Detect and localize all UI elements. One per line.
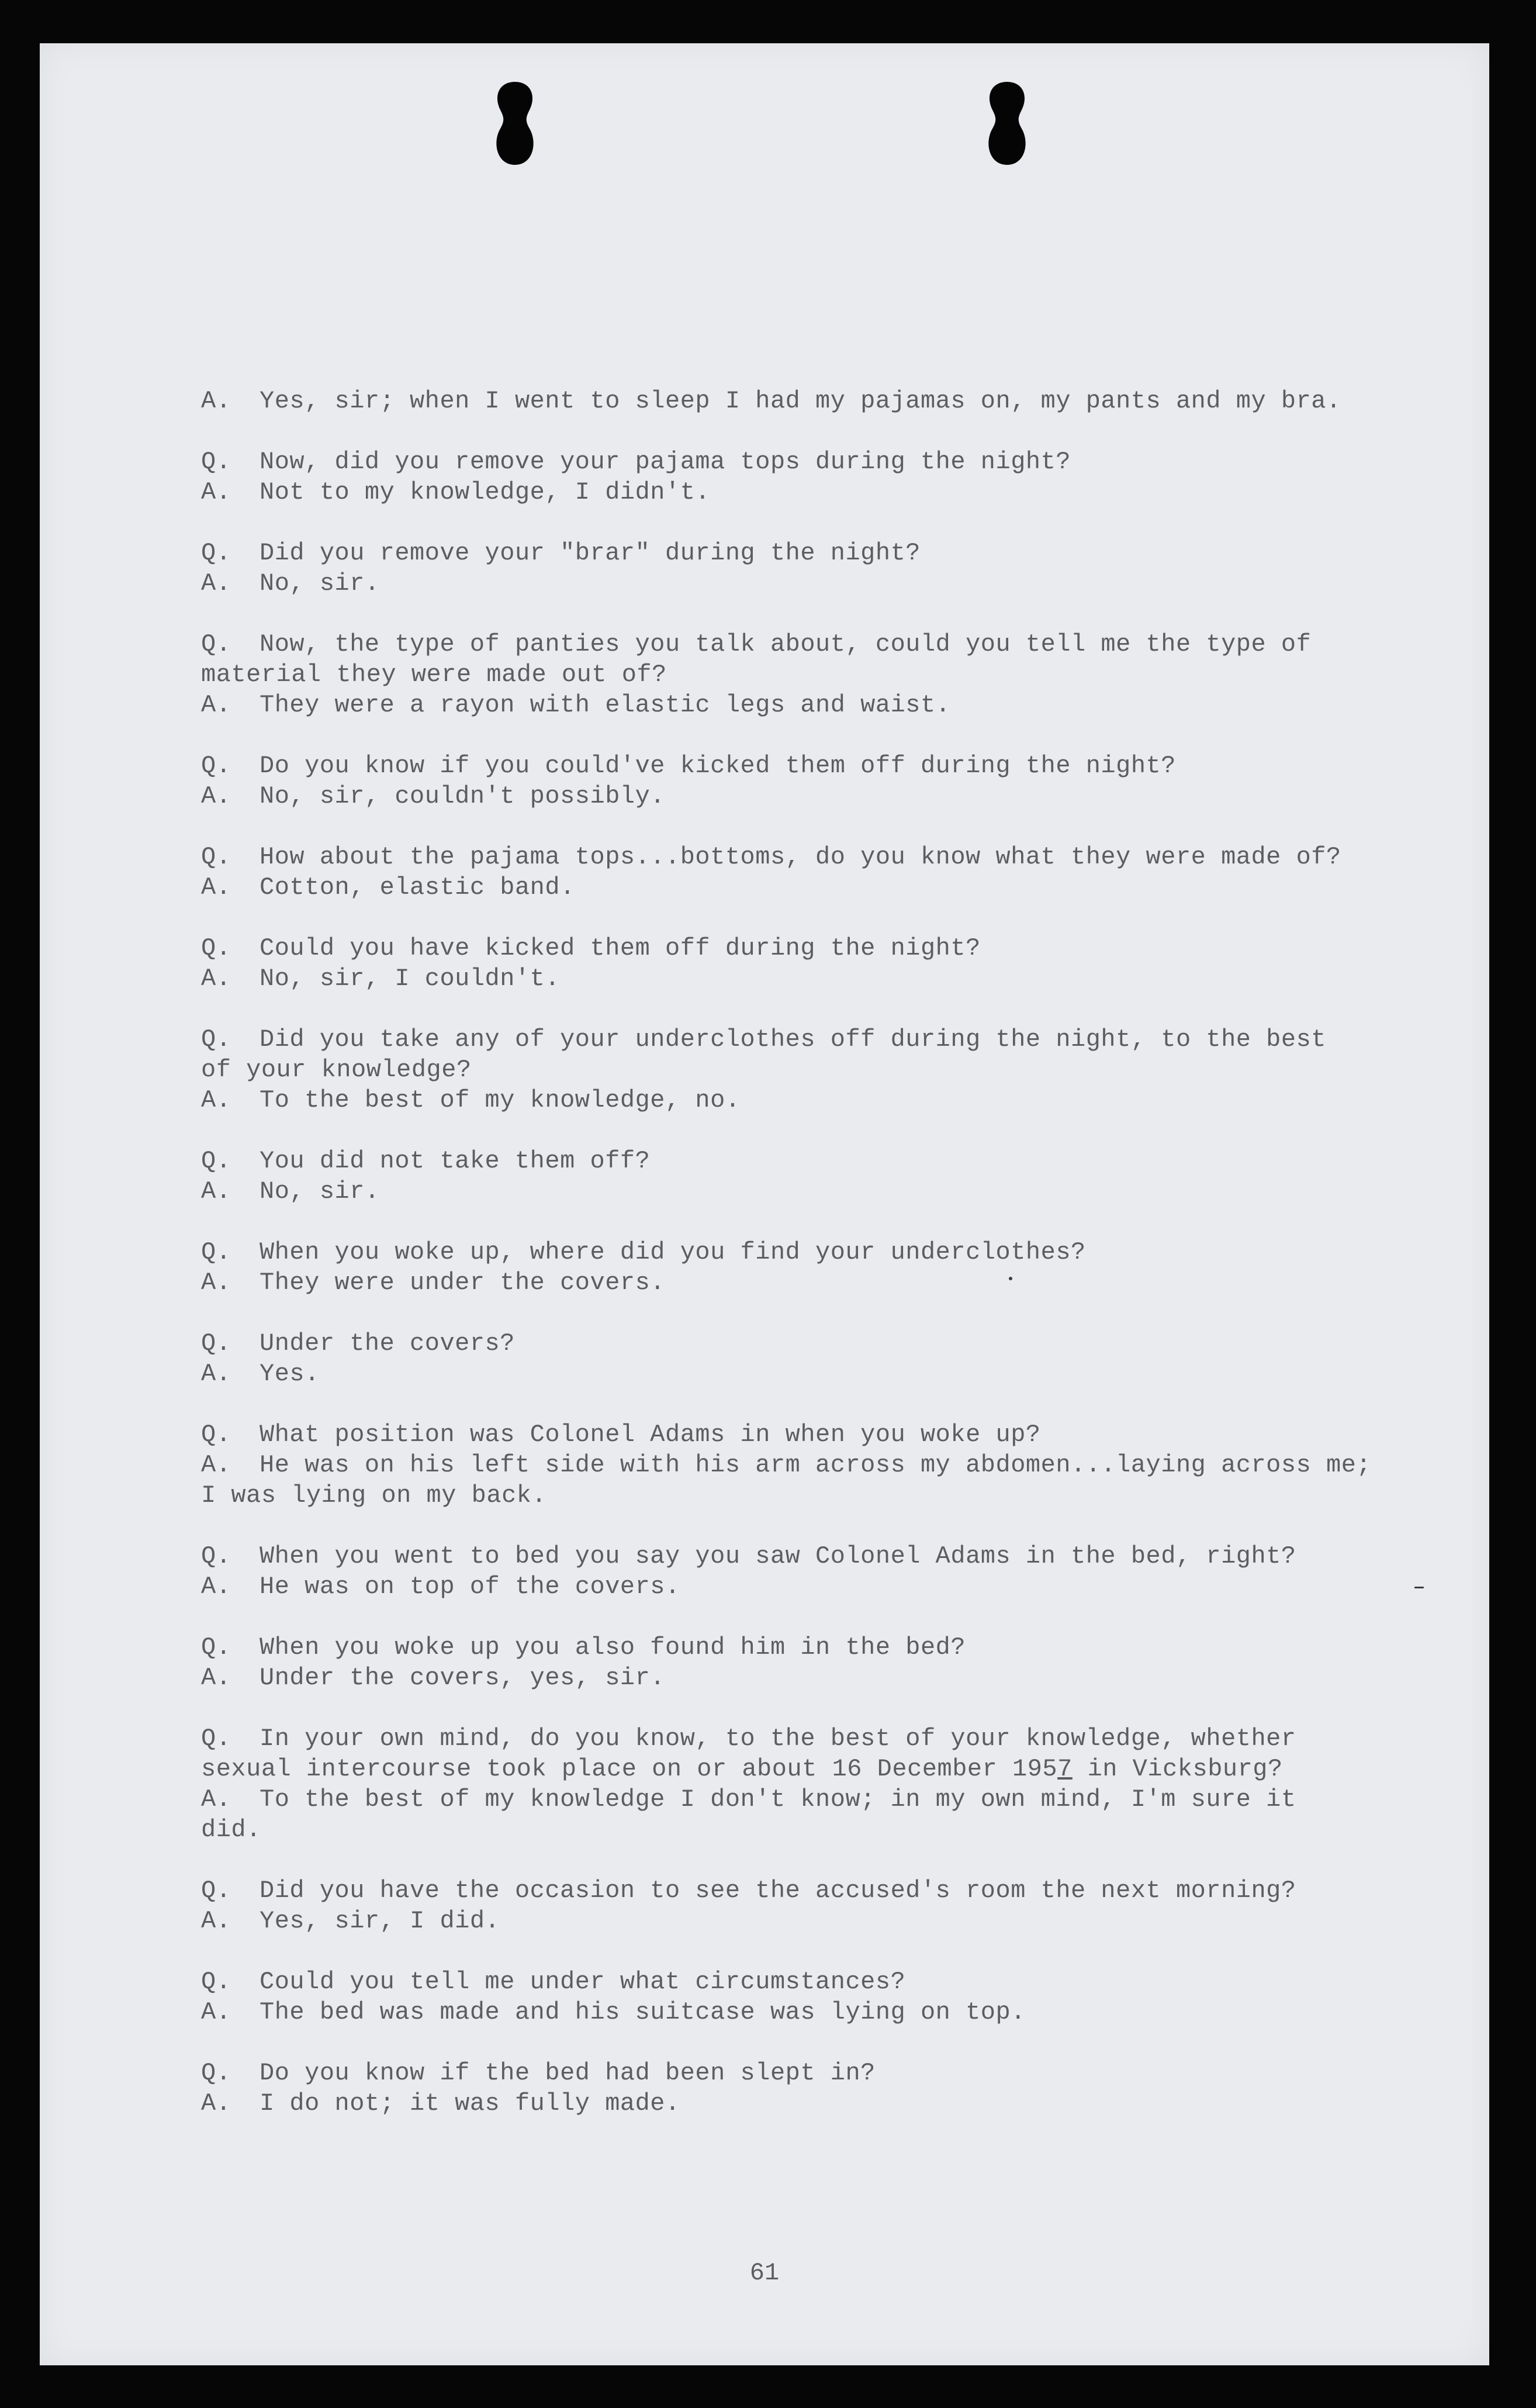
line-text: When you woke up you also found him in the bed? [260, 1633, 966, 1661]
question-line [201, 1328, 1428, 1359]
speaker-tag: Q. [201, 1877, 231, 1905]
question-line [201, 1146, 1428, 1176]
binder-hole-right-shape [981, 80, 1033, 167]
qa-exchange [201, 1875, 1428, 1936]
question-line [201, 629, 1428, 659]
speaker-tag: A. [201, 1998, 231, 2026]
answer-line [201, 2088, 1428, 2119]
speaker-tag: A. [201, 478, 231, 506]
answer-line [201, 1359, 1428, 1389]
continuation-line [201, 1815, 1428, 1845]
qa-exchange [201, 1146, 1428, 1207]
question-line [201, 538, 1428, 568]
continuation-line [201, 1055, 1428, 1085]
line-text: They were a rayon with elastic legs and waist. [260, 691, 951, 719]
answer-line [201, 1906, 1428, 1936]
answer-line [201, 1663, 1428, 1693]
line-text: To the best of my knowledge, no. [260, 1086, 741, 1114]
line-text: No, sir. [260, 1177, 380, 1205]
answer-line [201, 690, 1428, 720]
answer-line [201, 568, 1428, 599]
ink-speck [1414, 1587, 1424, 1588]
line-text: Could you tell me under what circumstances? [260, 1968, 906, 1996]
speaker-tag: Q. [201, 934, 231, 962]
line-text: Do you know if the bed had been slept in? [260, 2059, 876, 2087]
answer-line [201, 781, 1428, 811]
answer-line [201, 872, 1428, 903]
speaker-tag: A. [201, 2089, 231, 2117]
speaker-tag: Q. [201, 1147, 231, 1175]
document-page [40, 43, 1489, 2365]
speaker-tag: Q. [201, 1329, 231, 1357]
speaker-tag: Q. [201, 539, 231, 567]
page-number: 61 [749, 2259, 780, 2287]
line-text-continued: in Vicksburg? [1072, 1755, 1283, 1783]
speaker-tag: Q. [201, 630, 231, 658]
qa-exchange [201, 842, 1428, 903]
speaker-tag: A. [201, 1269, 231, 1297]
answer-line [201, 1267, 1428, 1298]
line-text: Did you have the occasion to see the accused's room the next morning? [260, 1877, 1296, 1905]
ink-speck [1009, 1277, 1012, 1280]
question-line [201, 447, 1428, 477]
speaker-tag: A. [201, 873, 231, 901]
question-line [201, 1723, 1428, 1754]
speaker-tag: A. [201, 1907, 231, 1935]
qa-exchange [201, 2058, 1428, 2119]
speaker-tag: Q. [201, 1633, 231, 1661]
speaker-tag: A. [201, 1177, 231, 1205]
line-text: Did you take any of your underclothes off during the night, to the best [260, 1025, 1326, 1053]
qa-exchange [201, 386, 1428, 416]
line-text: When you woke up, where did you find your underclothes? [260, 1238, 1086, 1266]
speaker-tag: A. [201, 1664, 231, 1692]
line-text: sexual intercourse took place on or about 16 December 195 [201, 1755, 1058, 1783]
underlined-correction: 7 [1057, 1755, 1073, 1783]
transcript-body [201, 386, 1428, 2149]
speaker-tag: Q. [201, 752, 231, 780]
line-text: Cotton, elastic band. [260, 873, 575, 901]
speaker-tag: A. [201, 782, 231, 810]
binder-hole-left-shape [489, 80, 541, 167]
line-text: No, sir. [260, 569, 380, 597]
line-text: No, sir, I couldn't. [260, 965, 561, 993]
qa-exchange [201, 447, 1428, 507]
line-text: He was on his left side with his arm across my abdomen...laying across me; [260, 1451, 1372, 1479]
qa-exchange [201, 1024, 1428, 1115]
line-text: Now, did you remove your pajama tops during the night? [260, 448, 1071, 476]
line-text: Yes, sir; when I went to sleep I had my pajamas on, my pants and my bra. [260, 387, 1341, 415]
line-text: How about the pajama tops...bottoms, do you know what they were made of? [260, 843, 1341, 871]
answer-line [201, 1784, 1428, 1815]
line-text: I was lying on my back. [201, 1481, 547, 1509]
speaker-tag: Q. [201, 1238, 231, 1266]
line-text: Under the covers? [260, 1329, 515, 1357]
speaker-tag: A. [201, 1360, 231, 1388]
line-text: did. [201, 1816, 261, 1844]
question-line [201, 1237, 1428, 1267]
line-text: Did you remove your "brar" during the night? [260, 539, 921, 567]
line-text: What position was Colonel Adams in when you woke up? [260, 1421, 1041, 1449]
binder-hole-icon [981, 80, 1033, 167]
qa-exchange [201, 1237, 1428, 1298]
answer-line [201, 1085, 1428, 1115]
answer-line [201, 1176, 1428, 1207]
line-text: Not to my knowledge, I didn't. [260, 478, 711, 506]
question-line [201, 1967, 1428, 1997]
answer-line [201, 386, 1428, 416]
answer-line [201, 963, 1428, 994]
speaker-tag: Q. [201, 1421, 231, 1449]
question-line [201, 1419, 1428, 1450]
line-text: Under the covers, yes, sir. [260, 1664, 666, 1692]
speaker-tag: A. [201, 1573, 231, 1601]
answer-line [201, 1571, 1428, 1602]
continuation-line [201, 1480, 1428, 1511]
speaker-tag: Q. [201, 1968, 231, 1996]
line-text: He was on top of the covers. [260, 1573, 680, 1601]
line-text: material they were made out of? [201, 661, 667, 689]
line-text: Yes. [260, 1360, 320, 1388]
qa-exchange [201, 1967, 1428, 2027]
speaker-tag: A. [201, 1785, 231, 1813]
speaker-tag: A. [201, 569, 231, 597]
line-text: Do you know if you could've kicked them off during the night? [260, 752, 1176, 780]
line-text: of your knowledge? [201, 1056, 472, 1084]
qa-exchange [201, 629, 1428, 720]
line-text: You did not take them off? [260, 1147, 651, 1175]
speaker-tag: Q. [201, 448, 231, 476]
question-line [201, 2058, 1428, 2088]
speaker-tag: A. [201, 965, 231, 993]
speaker-tag: A. [201, 387, 231, 415]
speaker-tag: A. [201, 1451, 231, 1479]
question-line [201, 1875, 1428, 1906]
question-line [201, 751, 1428, 781]
qa-exchange [201, 1632, 1428, 1693]
answer-line [201, 477, 1428, 507]
speaker-tag: Q. [201, 1725, 231, 1753]
qa-exchange [201, 751, 1428, 811]
qa-exchange [201, 1723, 1428, 1845]
line-text: When you went to bed you say you saw Colonel Adams in the bed, right? [260, 1542, 1296, 1570]
qa-exchange [201, 538, 1428, 599]
line-text: Now, the type of panties you talk about, could you tell me the type of [260, 630, 1312, 658]
continuation-line [201, 659, 1428, 690]
binder-hole-icon [489, 80, 541, 167]
line-text: They were under the covers. [260, 1269, 666, 1297]
speaker-tag: A. [201, 691, 231, 719]
line-text: The bed was made and his suitcase was lying on top. [260, 1998, 1026, 2026]
question-line [201, 842, 1428, 872]
line-text: To the best of my knowledge I don't know; in my own mind, I'm sure it [260, 1785, 1296, 1813]
qa-exchange [201, 1419, 1428, 1511]
qa-exchange [201, 1541, 1428, 1602]
answer-line [201, 1450, 1428, 1480]
speaker-tag: Q. [201, 2059, 231, 2087]
line-text: In your own mind, do you know, to the best of your knowledge, whether [260, 1725, 1296, 1753]
line-text: Yes, sir, I did. [260, 1907, 500, 1935]
question-line [201, 1541, 1428, 1571]
line-text: No, sir, couldn't possibly. [260, 782, 666, 810]
question-line [201, 933, 1428, 963]
qa-exchange [201, 1328, 1428, 1389]
answer-line [201, 1997, 1428, 2027]
speaker-tag: Q. [201, 1542, 231, 1570]
speaker-tag: A. [201, 1086, 231, 1114]
continuation-line [201, 1754, 1428, 1784]
line-text: I do not; it was fully made. [260, 2089, 680, 2117]
qa-exchange [201, 933, 1428, 994]
line-text: Could you have kicked them off during the night? [260, 934, 981, 962]
question-line [201, 1024, 1428, 1055]
speaker-tag: Q. [201, 843, 231, 871]
speaker-tag: Q. [201, 1025, 231, 1053]
question-line [201, 1632, 1428, 1663]
